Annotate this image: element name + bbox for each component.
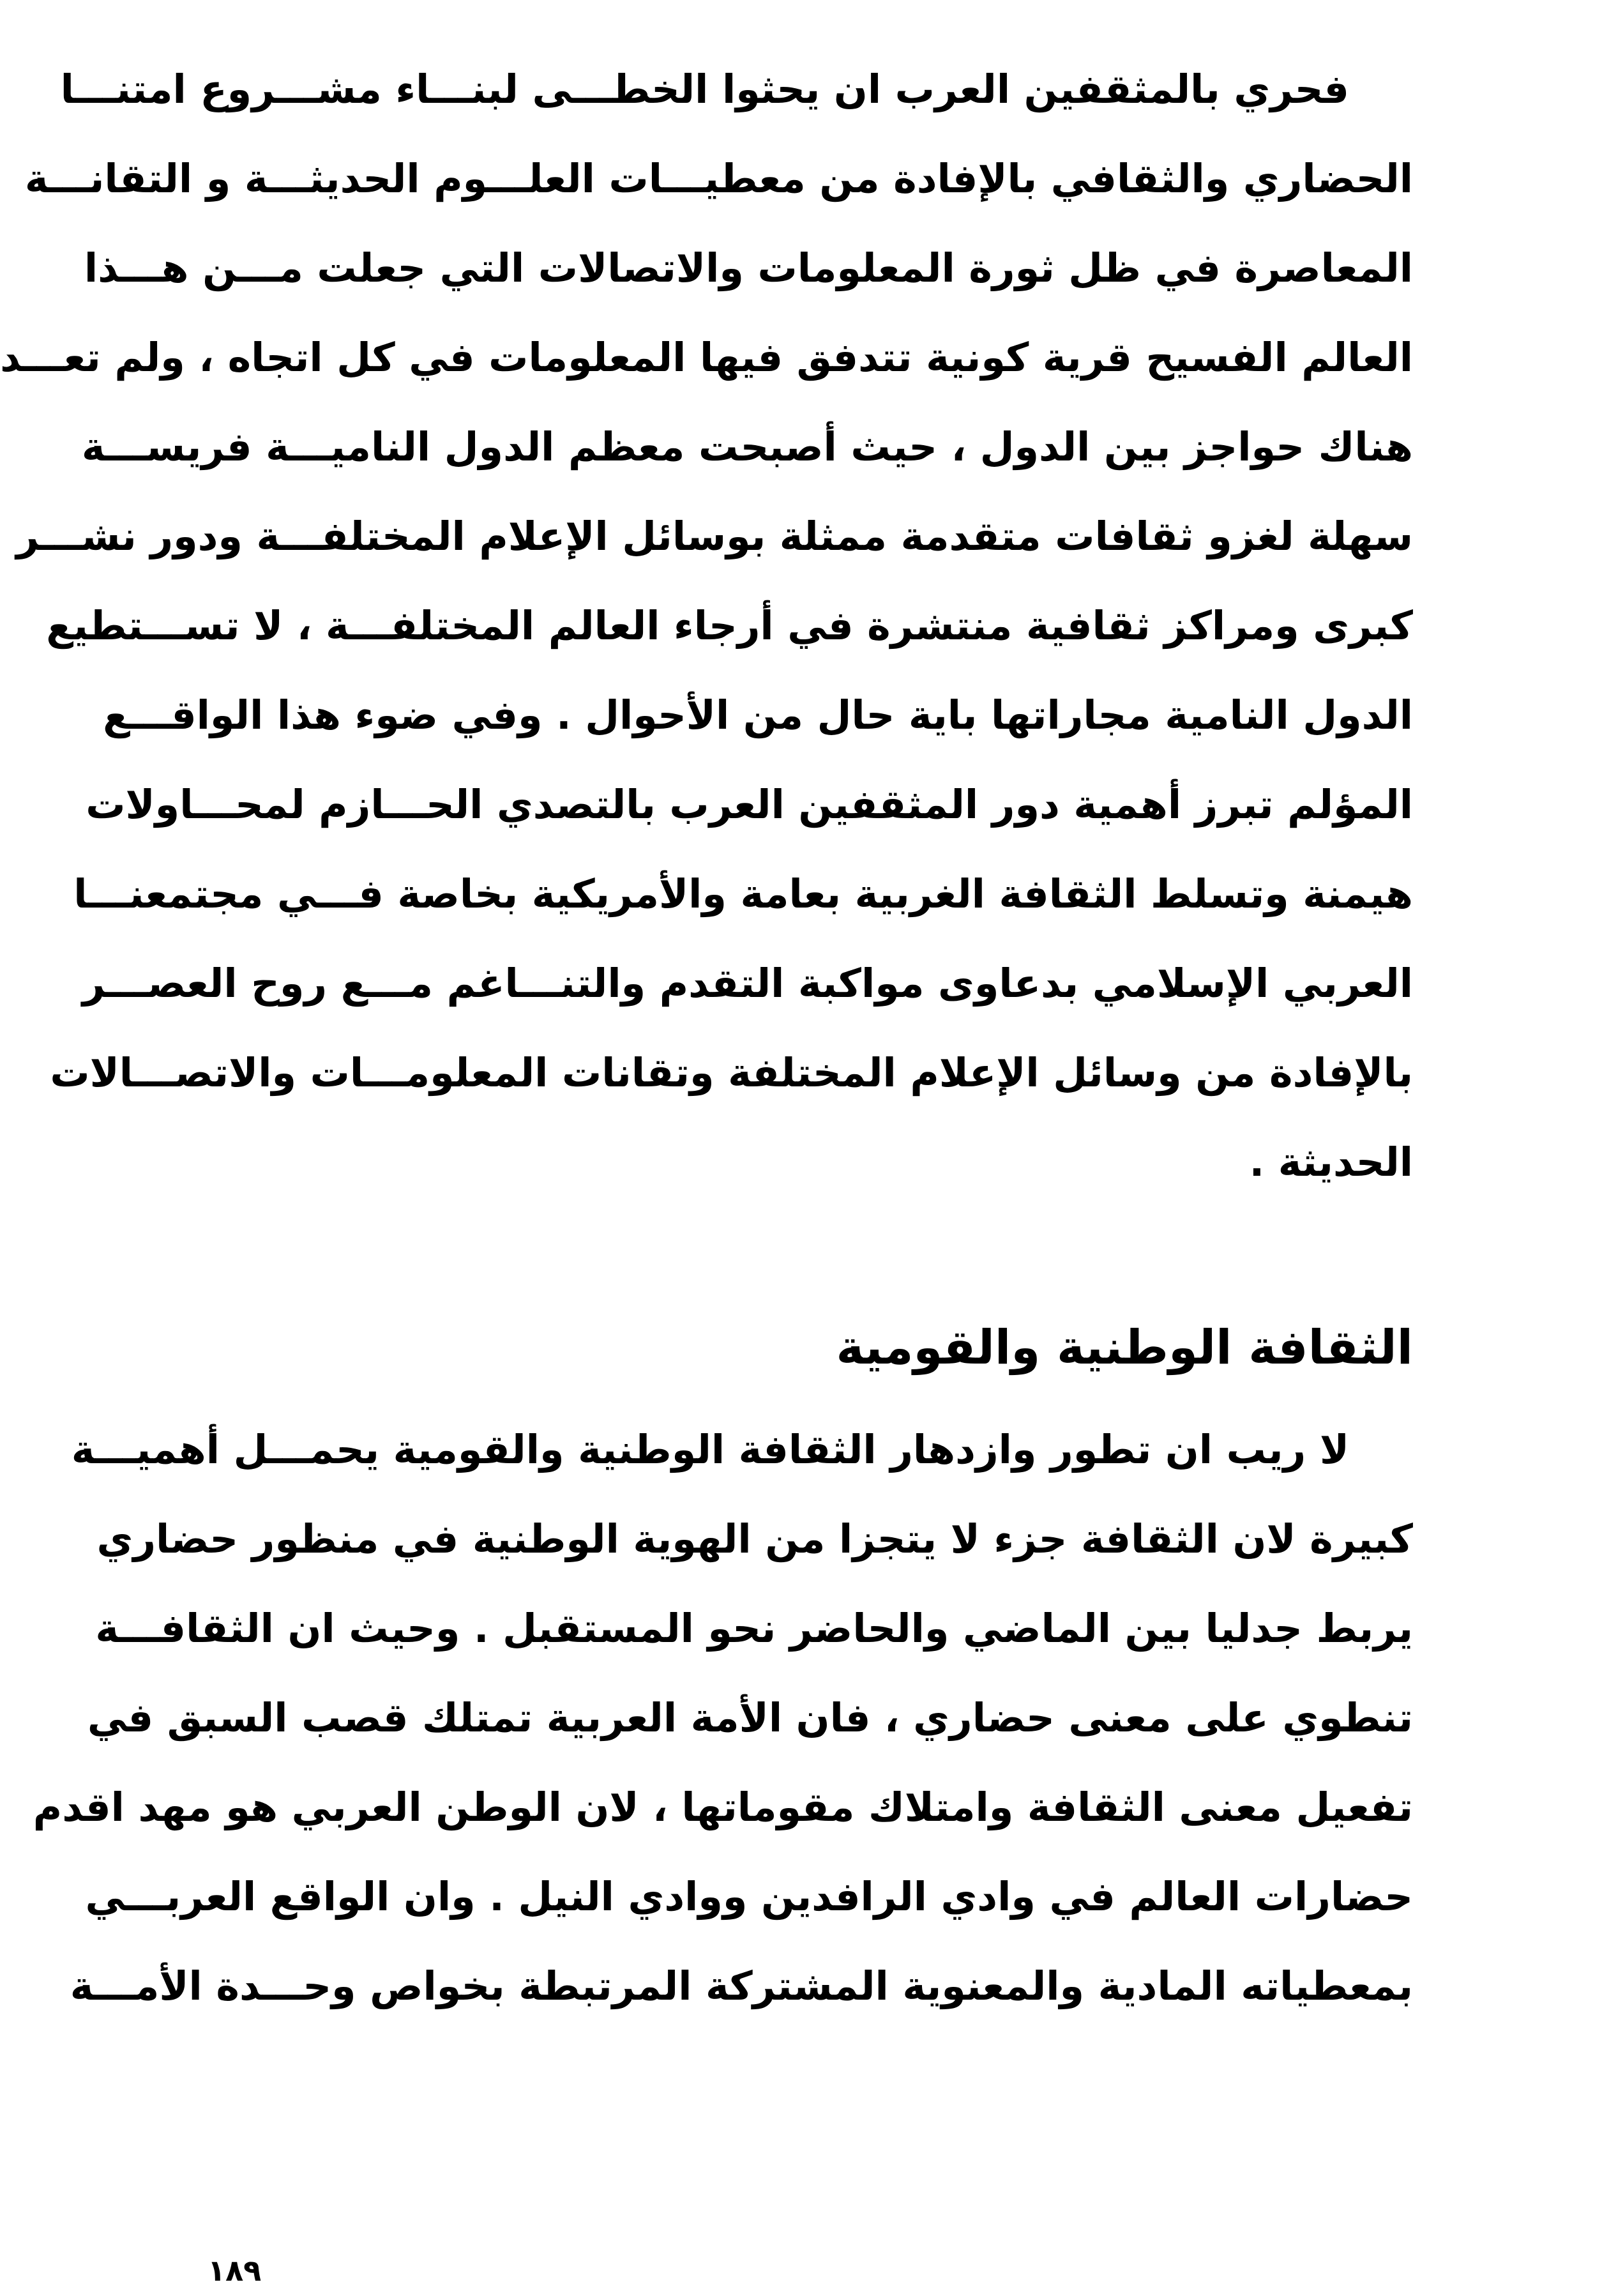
paragraph-1-line: المعاصرة في ظل ثورة المعلومات والاتصالات التي جعلت مـــن هـــذا — [84, 245, 1413, 291]
paragraph-1-line: بالإفادة من وسائل الإعلام المختلفة وتقانات المعلومـــات والاتصـــالات — [50, 1049, 1413, 1096]
paragraph-1-line: سهلة لغزو ثقافات متقدمة ممثلة بوسائل الإعلام المختلفـــة ودور نشـــر — [16, 513, 1413, 559]
paragraph-1-line: هيمنة وتسلط الثقافة الغربية بعامة والأمريكية بخاصة فـــي مجتمعنـــا — [73, 871, 1413, 917]
paragraph-1-line: العربي الإسلامي بدعاوى مواكبة التقدم والتنـــاغم مـــع روح العصـــر — [82, 960, 1413, 1007]
paragraph-1-line: المؤلم تبرز أهمية دور المثقفين العرب بالتصدي الحـــازم لمحـــاولات — [86, 781, 1413, 828]
paragraph-1-line: كبرى ومراكز ثقافية منتشرة في أرجاء العالم المختلفـــة ، لا تســـتطيع — [46, 602, 1413, 649]
paragraph-2-line: بمعطياته المادية والمعنوية المشتركة المرتبطة بخواص وحـــدة الأمـــة — [70, 1963, 1413, 2009]
paragraph-1-line: الدول النامية مجاراتها باية حال من الأحوال . وفي ضوء هذا الواقـــع — [103, 692, 1413, 738]
paragraph-2-line: يربط جدليا بين الماضي والحاضر نحو المستقبل . وحيث ان الثقافـــة — [95, 1605, 1413, 1652]
paragraph-2-line: لا ريب ان تطور وازدهار الثقافة الوطنية والقومية يحمـــل أهميـــة — [71, 1426, 1349, 1473]
page-number: ١٨٩ — [208, 2253, 262, 2288]
paragraph-2-line: حضارات العالم في وادي الرافدين ووادي النيل . وان الواقع العربـــي — [85, 1873, 1413, 1920]
paragraph-1-line: الحضاري والثقافي بالإفادة من معطيـــات العلـــوم الحديثـــة و التقانـــة — [24, 155, 1413, 202]
paragraph-1-line: هناك حواجز بين الدول ، حيث أصبحت معظم الدول الناميـــة فريســـة — [81, 423, 1413, 470]
section-heading: الثقافة الوطنية والقومية — [836, 1320, 1413, 1375]
paragraph-2-line: كبيرة لان الثقافة جزء لا يتجزا من الهوية الوطنية في منظور حضاري — [96, 1516, 1413, 1562]
paragraph-1-line: العالم الفسيح قرية كونية تتدفق فيها المعلومات في كل اتجاه ، ولم تعـــد — [0, 334, 1413, 381]
paragraph-1 — [0, 45, 1413, 1207]
paragraph-2-line: تنطوي على معنى حضاري ، فان الأمة العربية تمتلك قصب السبق في — [87, 1694, 1413, 1741]
paragraph-2 — [33, 1405, 1413, 2031]
paragraph-2-line: تفعيل معنى الثقافة وامتلاك مقوماتها ، لان الوطن العربي هو مهد اقدم — [33, 1784, 1413, 1830]
paragraph-1-line: فحري بالمثقفين العرب ان يحثوا الخطـــى لبنـــاء مشـــروع امتنـــا — [60, 66, 1349, 112]
paragraph-1-line: الحديثة . — [1249, 1139, 1413, 1185]
